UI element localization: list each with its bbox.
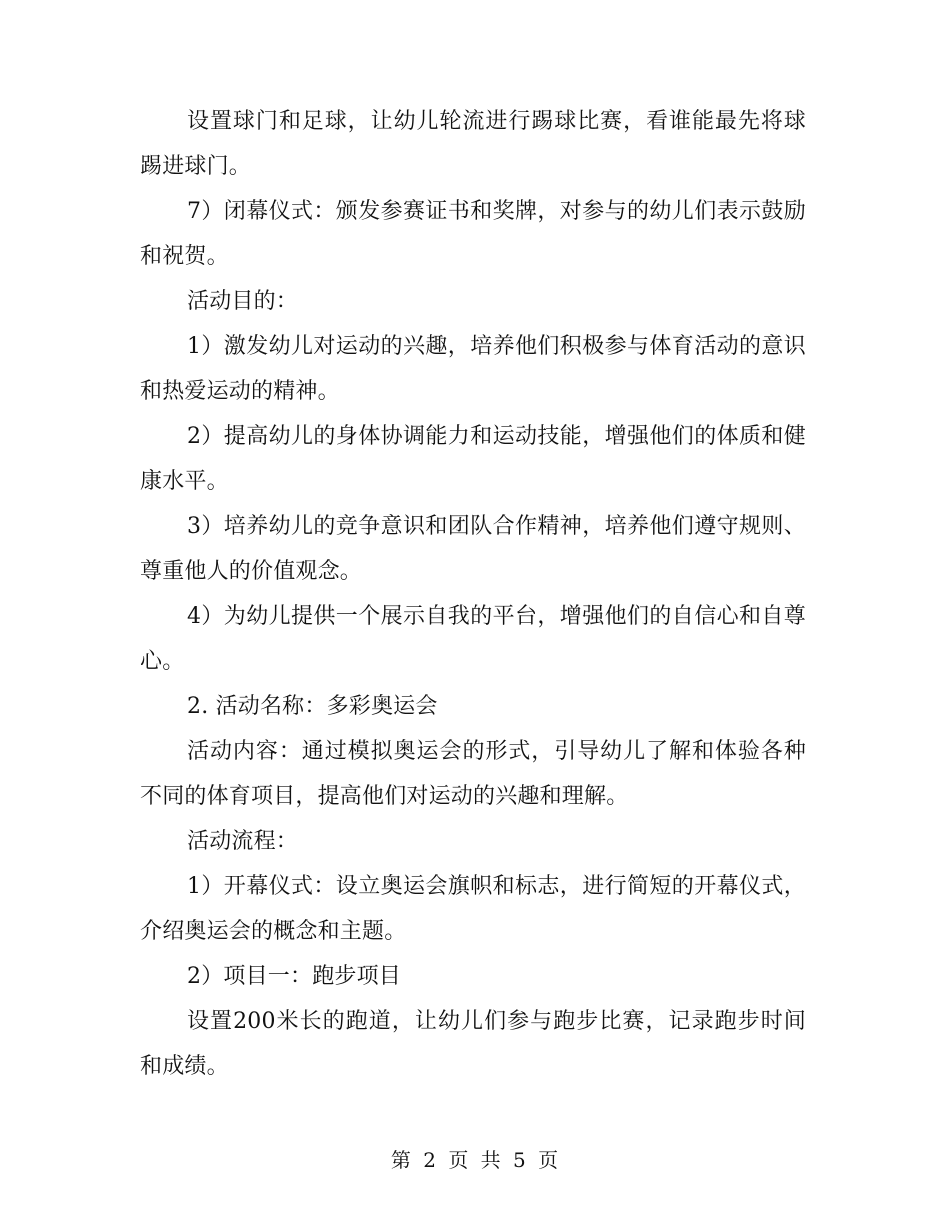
paragraph: 活动目的： xyxy=(187,289,299,314)
paragraph: 设置200米长的跑道，让幼儿们参与跑步比赛，记录跑步时间和成绩。 xyxy=(140,1009,806,1079)
paragraph: 4）为幼儿提供一个展示自我的平台，增强他们的自信心和自尊心。 xyxy=(140,604,806,674)
paragraph: 2）项目一：跑步项目 xyxy=(187,964,401,989)
paragraph: 1）激发幼儿对运动的兴趣，培养他们积极参与体育活动的意识和热爱运动的精神。 xyxy=(140,334,806,404)
section-heading: 2. 活动名称：多彩奥运会 xyxy=(187,694,438,719)
document-body xyxy=(140,99,806,1089)
paragraph: 活动内容：通过模拟奥运会的形式，引导幼儿了解和体验各种不同的体育项目，提高他们对运动的兴趣和理解。 xyxy=(140,739,806,809)
paragraph: 设置球门和足球，让幼儿轮流进行踢球比赛，看谁能最先将球踢进球门。 xyxy=(140,109,806,179)
paragraph: 2）提高幼儿的身体协调能力和运动技能，增强他们的体质和健康水平。 xyxy=(140,424,806,494)
paragraph: 1）开幕仪式：设立奥运会旗帜和标志，进行简短的开幕仪式，介绍奥运会的概念和主题。 xyxy=(140,874,806,944)
page-number-footer: 第 2 页 共 5 页 xyxy=(390,1148,560,1172)
paragraph: 7）闭幕仪式：颁发参赛证书和奖牌，对参与的幼儿们表示鼓励和祝贺。 xyxy=(140,199,806,269)
paragraph: 活动流程： xyxy=(187,829,299,854)
paragraph: 3）培养幼儿的竞争意识和团队合作精神，培养他们遵守规则、尊重他人的价值观念。 xyxy=(140,514,806,584)
